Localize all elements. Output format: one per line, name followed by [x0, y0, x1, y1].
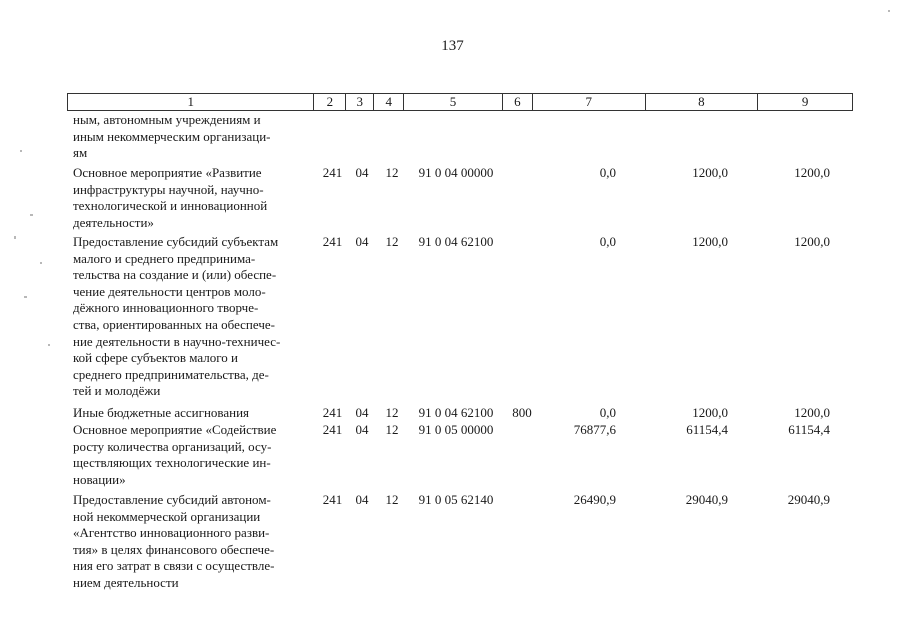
col-5-value: 91 0 04 00000 — [418, 165, 494, 180]
col-8-value: 61154,4 — [686, 422, 728, 437]
header-cell-7: 7 — [533, 94, 646, 110]
header-cell-4: 4 — [374, 94, 404, 110]
col-2-value: 241 — [322, 422, 343, 437]
col-9-value: 1200,0 — [794, 234, 830, 249]
row-description: Предоставление субсидий субъектам малого и среднего предпринима- тельства на создание и (или) обеспе- чение деятельности центров моло- дёжного инновационного творче- ства, ориентированных на обеспече- ние деятельности в научно-техничес- кой сфере субъектов малого и среднего предпринимательства, де- тей и молодёжи — [73, 234, 281, 399]
col-9-value: 29040,9 — [787, 492, 830, 507]
row-description: Иные бюджетные ассигнования — [73, 405, 250, 420]
header-cell-1: 1 — [68, 94, 314, 110]
col-4-value: 12 — [385, 405, 399, 420]
col-7-value: 76877,6 — [573, 422, 616, 437]
col-8-value: 1200,0 — [692, 165, 728, 180]
scan-speck — [14, 236, 16, 239]
col-2-value: 241 — [322, 405, 343, 420]
col-8-value: 1200,0 — [692, 405, 728, 420]
scan-speck — [48, 344, 50, 346]
col-8-value: 1200,0 — [692, 234, 728, 249]
page-number: 137 — [441, 38, 464, 54]
col-7-value: 0,0 — [599, 234, 616, 249]
col-9-value: 1200,0 — [794, 405, 830, 420]
col-3-value: 04 — [355, 165, 369, 180]
col-5-value: 91 0 05 00000 — [418, 422, 494, 437]
col-5-value: 91 0 04 62100 — [418, 405, 494, 420]
col-6-value: 800 — [512, 405, 532, 420]
col-7-value: 0,0 — [599, 405, 616, 420]
col-7-value: 26490,9 — [573, 492, 616, 507]
col-7-value: 0,0 — [599, 165, 616, 180]
col-4-value: 12 — [385, 234, 399, 249]
header-cell-3: 3 — [346, 94, 374, 110]
col-5-value: 91 0 05 62140 — [418, 492, 494, 507]
header-cell-6: 6 — [503, 94, 533, 110]
row-description: Основное мероприятие «Содействие росту количества организаций, осу- ществляющих технологические ин- новации» — [73, 422, 277, 487]
col-8-value: 29040,9 — [685, 492, 728, 507]
col-4-value: 12 — [385, 422, 399, 437]
col-4-value: 12 — [385, 492, 399, 507]
col-3-value: 04 — [355, 405, 369, 420]
col-3-value: 04 — [355, 492, 369, 507]
scan-speck — [30, 214, 33, 216]
scan-speck — [40, 262, 42, 264]
col-3-value: 04 — [355, 234, 369, 249]
col-3-value: 04 — [355, 422, 369, 437]
table-header-row — [67, 93, 853, 111]
header-cell-2: 2 — [314, 94, 346, 110]
row-description: Предоставление субсидий автоном- ной некоммерческой организации «Агентство инновационного разви- тия» в целях финансового обеспече- ния его затрат в связи с осуществле- нием деятельности — [73, 492, 275, 590]
col-2-value: 241 — [322, 234, 343, 249]
col-2-value: 241 — [322, 492, 343, 507]
col-9-value: 61154,4 — [788, 422, 830, 437]
col-9-value: 1200,0 — [794, 165, 830, 180]
row-description: Основное мероприятие «Развитие инфраструктуры научной, научно- технологической и инновационной деятельности» — [73, 165, 268, 230]
scan-speck — [20, 150, 22, 152]
col-2-value: 241 — [322, 165, 343, 180]
row-description: ным, автономным учреждениям и иным некоммерческим организаци- ям — [73, 112, 271, 161]
header-cell-5: 5 — [404, 94, 503, 110]
header-cell-9: 9 — [801, 94, 809, 109]
header-cell-8: 8 — [646, 94, 759, 110]
col-5-value: 91 0 04 62100 — [418, 234, 494, 249]
col-4-value: 12 — [385, 165, 399, 180]
scan-speck — [888, 10, 890, 12]
scan-speck — [24, 296, 27, 298]
